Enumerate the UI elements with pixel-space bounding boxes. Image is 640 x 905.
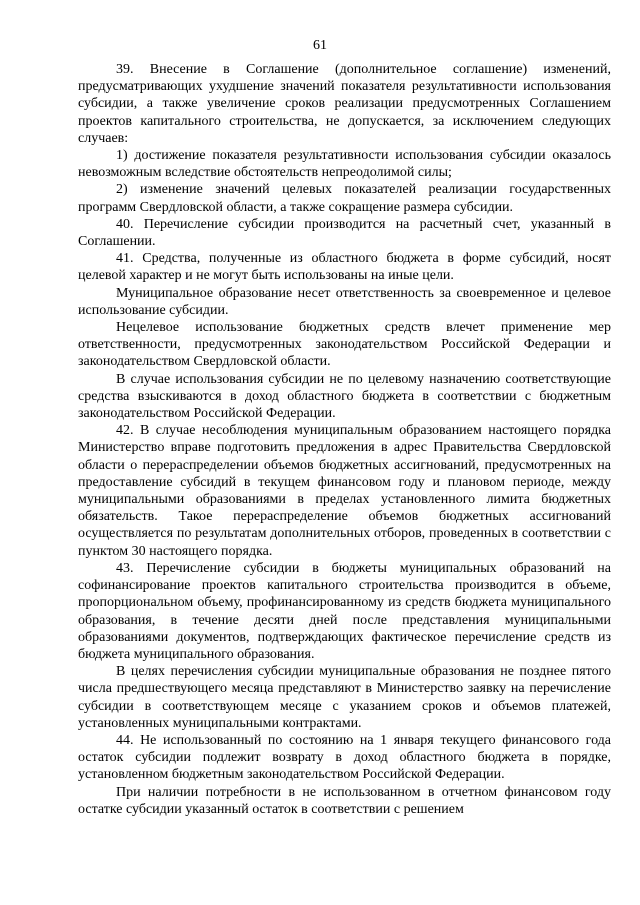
paragraph-44-continuation: При наличии потребности в не использованном в отчетном финансовом году остатке субсидии указанный остаток в соответствии с решением bbox=[78, 784, 611, 817]
page-number: 61 bbox=[313, 38, 327, 53]
paragraph-40: 40. Перечисление субсидии производится на расчетный счет, указанный в Соглашении. bbox=[78, 216, 611, 250]
paragraph-43: 43. Перечисление субсидии в бюджеты муниципальных образований на софинансирование проектов капитального строительства производится в объеме, пропорциональном объему, профинансированному из средств бюджета муниципального образования, в течение десяти дней после представления муниципальными образованиями документов, подтверждающих фактическое перечисление средств из бюджета муниципального образования. bbox=[78, 560, 611, 662]
paragraph-39-item-1: 1) достижение показателя результативности использования субсидии оказалось невозможным вследствие обстоятельств непреодолимой силы; bbox=[78, 148, 611, 181]
paragraph-44: 44. Не использованный по состоянию на 1 января текущего финансового года остаток субсидии подлежит возврату в доход областного бюджета в порядке, установленном бюджетным законодательством Российской Федерации. bbox=[78, 732, 611, 783]
paragraph-43-application: В целях перечисления субсидии муниципальные образования не позднее пятого числа предшествующего месяца представляют в Министерство заявку на перечисление субсидии в соответствующем месяце с указанием сроков и объемов платежей, установленных муниципальными контрактами. bbox=[78, 664, 611, 731]
paragraph-41: 41. Средства, полученные из областного бюджета в форме субсидий, носят целевой характер и не могут быть использованы на иные цели. bbox=[78, 251, 611, 284]
paragraph-39: 39. Внесение в Соглашение (дополнительное соглашение) изменений, предусматривающих ухудшение значений показателя результативности использования субсидии, а также увеличение сроков реализации предусмотренных Соглашением проектов капитального строительства, не допускается, за исключением следующих случаев: bbox=[78, 62, 611, 146]
paragraph-41-misuse: Нецелевое использование бюджетных средств влечет применение мер ответственности, предусмотренных законодательством Российской Федерации и законодательством Свердловской области. bbox=[78, 320, 611, 370]
paragraph-42: 42. В случае несоблюдения муниципальным образованием настоящего порядка Министерство вправе подготовить предложения в адрес Правительства Свердловской области о перераспределении объемов бюджетных ассигнований, предусмотренных на предоставление субсидий в текущем финансовом году и плановом периоде, между муниципальными образованиями в пределах установленного лимита бюджетных обязательств. Такое перераспределение объемов бюджетных ассигнований осуществляется по результатам дополнительных отборов, проведенных в соответствии с пунктом 30 настоящего порядка. bbox=[78, 423, 611, 559]
paragraph-41-responsibility: Муниципальное образование несет ответственность за своевременное и целевое использование субсидии. bbox=[78, 285, 611, 318]
document-body bbox=[78, 61, 611, 818]
paragraph-39-item-2: 2) изменение значений целевых показателей реализации государственных программ Свердловской области, а также сокращение размера субсидии. bbox=[78, 182, 611, 215]
paragraph-41-recovery: В случае использования субсидии не по целевому назначению соответствующие средства взыскиваются в доход областного бюджета в соответствии с бюджетным законодательством Российской Федерации. bbox=[78, 371, 611, 422]
